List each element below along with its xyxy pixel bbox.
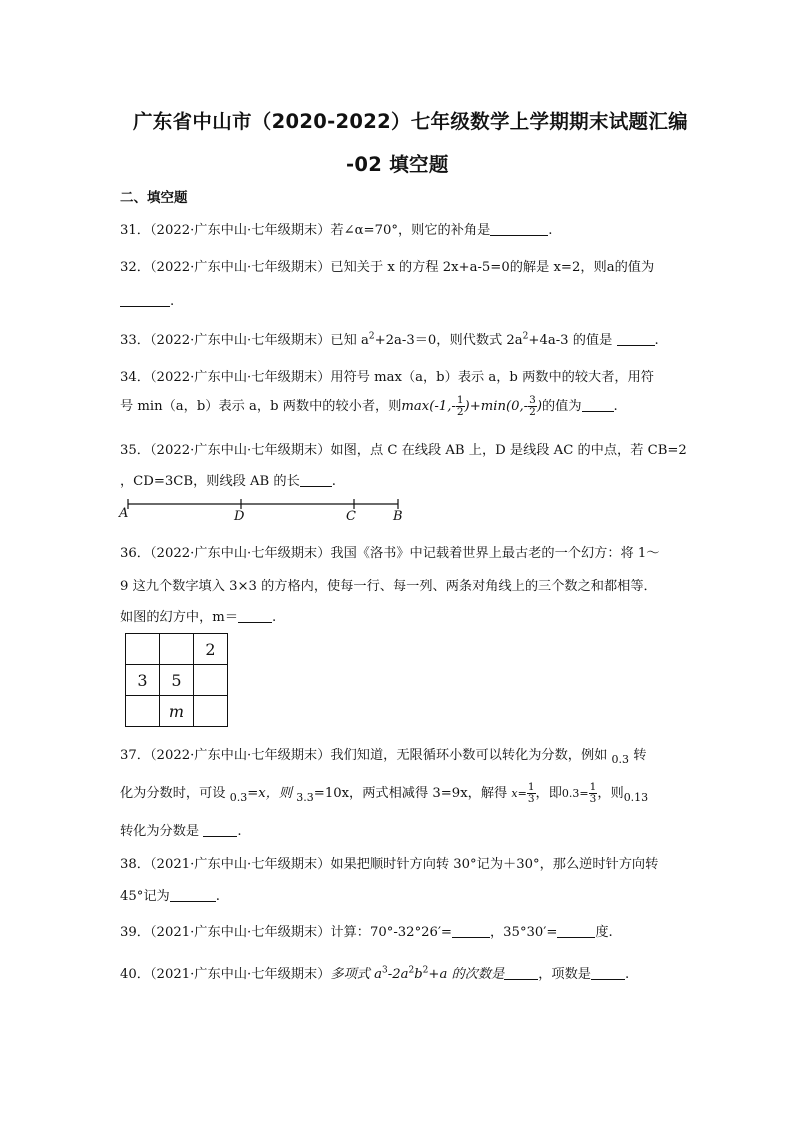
question-37-line3: 转化为分数是 .	[120, 824, 242, 839]
repeating-decimal: 0.3	[229, 791, 248, 804]
question-number: 36．	[120, 546, 150, 561]
question-source: （2021·广东中山·七年级期末）	[149, 925, 331, 940]
fraction: $\frac{1}{3}$	[589, 781, 597, 805]
repeating-decimal: 0.13	[623, 791, 649, 804]
question-34	[120, 366, 654, 385]
section-title: 二、填空题	[120, 190, 188, 206]
repeating-decimal: 0.3	[611, 753, 630, 766]
question-31: 31．（2022·广东中山·七年级期末）若∠α=70°，则它的补角是 .	[120, 223, 553, 238]
question-number: 31．	[120, 223, 150, 238]
magic-square-row	[126, 696, 228, 727]
magic-cell: 5	[160, 665, 194, 696]
question-text: 用符号 max（a，b）表示 a，b 两数中的较大者，用符	[330, 370, 654, 385]
line-segment-figure	[118, 496, 408, 518]
question-37-line2: 化为分数时，可设 $_{0.3}$=x，则 $_{3.3}$=10x，两式相减得 3=9x，解得 x= $\frac{1}{3}$ ，即0.3= $\frac{1}{3}$ ，则$_{0.13}$	[120, 781, 649, 805]
magic-cell: 3	[126, 665, 160, 696]
fraction: $\frac{1}{3}$	[527, 781, 535, 805]
question-source: （2022·广东中山·七年级期末）	[149, 223, 331, 238]
question-source: （2022·广东中山·七年级期末）	[149, 333, 331, 348]
page-title-line2: -02 填空题	[346, 153, 449, 176]
answer-blank	[490, 222, 548, 236]
question-source: （2022·广东中山·七年级期末）	[149, 546, 331, 561]
question-number: 33．	[120, 333, 150, 348]
question-source: （2022·广东中山·七年级期末）	[149, 748, 331, 763]
question-number: 32．	[120, 260, 150, 275]
question-text: 已知关于 x 的方程 2x+a-5=0的解是 x=2，则a的值为	[330, 260, 655, 275]
question-32	[120, 256, 654, 275]
point-label-b: B	[393, 509, 403, 524]
question-32-line2: .	[120, 293, 174, 309]
magic-cell: 2	[194, 634, 228, 665]
question-35-line2: ，CD=3CB，则线段 AB 的长 .	[120, 474, 336, 489]
answer-blank	[300, 473, 332, 487]
question-36	[120, 542, 659, 561]
question-text: 计算：70°-32°26′=	[330, 925, 452, 940]
question-text: 如图，点 C 在线段 AB 上，D 是线段 AC 的中点，若 CB=2	[330, 443, 687, 458]
magic-cell	[194, 665, 228, 696]
magic-square	[125, 633, 228, 727]
answer-blank	[504, 966, 538, 980]
point-label-a: A	[119, 506, 129, 521]
answer-blank	[452, 924, 490, 938]
question-text: 如果把顺时针方向转 30°记为＋30°，那么逆时针方向转	[330, 857, 659, 872]
question-source: （2022·广东中山·七年级期末）	[149, 443, 331, 458]
magic-square-row	[126, 665, 228, 696]
question-text: 若∠α=70°，则它的补角是	[330, 223, 491, 238]
answer-blank	[238, 609, 272, 623]
question-number: 34．	[120, 370, 150, 385]
answer-blank	[203, 823, 237, 837]
answer-blank	[120, 293, 170, 307]
answer-blank	[617, 332, 655, 346]
question-36-line3: 如图的幻方中，m＝ .	[120, 610, 277, 625]
magic-cell	[160, 634, 194, 665]
question-source: （2021·广东中山·七年级期末）	[149, 857, 331, 872]
fraction: $\frac{3}{2}$	[529, 394, 536, 418]
page-title-line1: 广东省中山市（2020-2022）七年级数学上学期期末试题汇编	[133, 110, 688, 133]
question-34-line2: 号 min（a，b）表示 a，b 两数中的较小者，则max(-1,- $\frac{1}{2}$ )+min(0,- $\frac{3}{2}$ )的值为 .	[120, 394, 618, 418]
repeating-decimal: 0.3	[561, 787, 580, 800]
magic-cell: m	[160, 696, 194, 727]
question-source: （2021·广东中山·七年级期末）	[149, 967, 331, 982]
question-35	[120, 439, 687, 458]
question-number: 37．	[120, 748, 150, 763]
magic-cell	[194, 696, 228, 727]
question-33: 33．（2022·广东中山·七年级期末）已知 $a^2+2a-3=0$，则代数式 $2a^2+4a-3$ 的值是 .	[120, 331, 659, 348]
question-source: （2022·广东中山·七年级期末）	[149, 260, 331, 275]
repeating-decimal: 3.3	[296, 791, 314, 804]
question-source: （2022·广东中山·七年级期末）	[149, 370, 331, 385]
question-number: 35．	[120, 443, 150, 458]
question-number: 38．	[120, 857, 150, 872]
answer-blank	[591, 966, 625, 980]
question-number: 39．	[120, 925, 150, 940]
fraction: $\frac{1}{2}$	[456, 394, 464, 418]
question-38-line2: 45°记为 .	[120, 889, 220, 904]
point-label-c: C	[346, 509, 356, 524]
question-37: 37．（2022·广东中山·七年级期末）我们知道，无限循环小数可以转化为分数，例如 $_{0.3}$ 转	[120, 748, 647, 766]
question-36-line2: 9 这九个数字填入 3×3 的方格内，使每一行、每一列、两条对角线上的三个数之和都相等．	[120, 579, 657, 594]
magic-square-row	[126, 634, 228, 665]
question-40: 40．（2021·广东中山·七年级期末）多项式 $a^3-2a^2b^2+a$ 的次数是 ，项数是 .	[120, 965, 630, 982]
answer-blank	[170, 888, 216, 902]
magic-cell	[126, 696, 160, 727]
question-text: 我国《洛书》中记载着世界上最古老的一个幻方：将 1～	[330, 546, 660, 561]
question-39: 39．（2021·广东中山·七年级期末）计算：70°-32°26′= ，35°30′= 度.	[120, 925, 613, 940]
point-label-d: D	[234, 509, 245, 524]
answer-blank	[582, 398, 614, 412]
math-expression: max(-1,-	[401, 399, 456, 414]
question-38	[120, 853, 658, 872]
answer-blank	[557, 924, 595, 938]
question-text: 我们知道，无限循环小数可以转化为分数，例如	[330, 748, 608, 763]
question-number: 40．	[120, 967, 150, 982]
magic-cell	[126, 634, 160, 665]
